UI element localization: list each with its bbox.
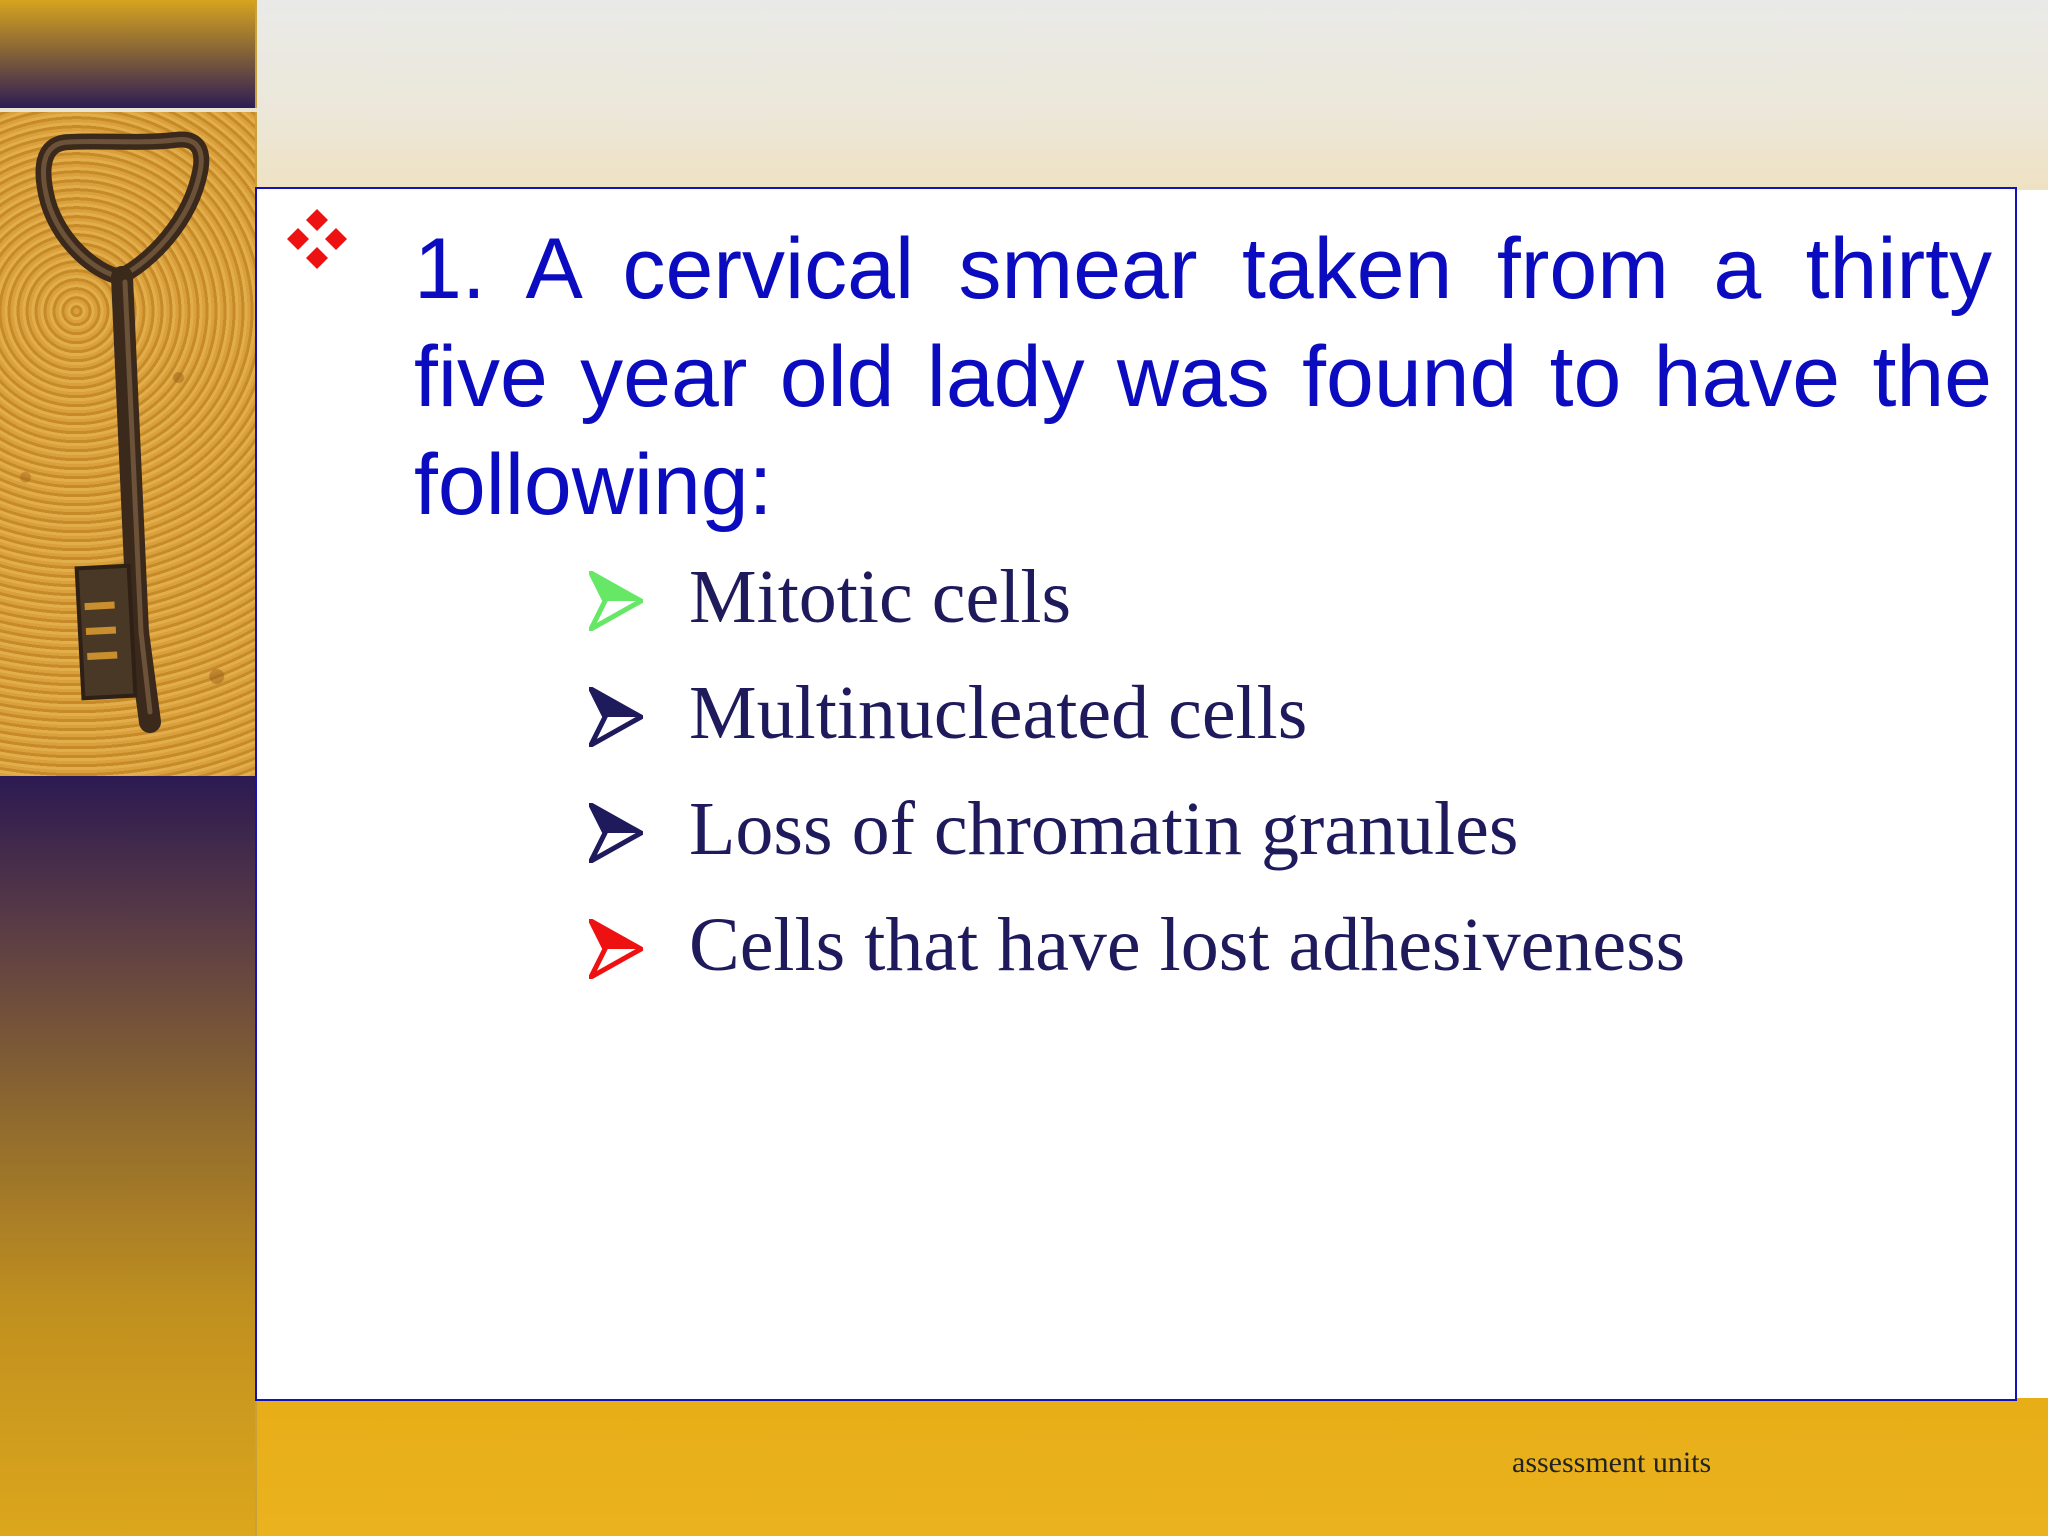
arrowhead-bullet-icon [589, 687, 643, 747]
arrowhead-bullet-icon [589, 919, 643, 979]
left-gradient-block-top [0, 0, 257, 108]
left-gradient-block-bottom [0, 776, 257, 1536]
list-item [589, 897, 1889, 1013]
old-key-icon [0, 112, 255, 776]
list-item [589, 781, 1889, 897]
top-background-band [0, 0, 2048, 190]
list-item-label: Cells that have lost adhesiveness [689, 903, 1686, 987]
list-item-label: Loss of chromatin granules [689, 787, 1519, 871]
key-photo [0, 112, 257, 776]
question-text: 1. A cervical smear taken from a thirty five year old lady was found to have the following: [414, 221, 1992, 533]
arrowhead-bullet-icon [589, 571, 643, 631]
four-diamond-bullet-icon [287, 209, 347, 269]
arrowhead-bullet-icon [589, 803, 643, 863]
list-item [589, 549, 1889, 665]
list-item [589, 665, 1889, 781]
footer-label: assessment units [1512, 1446, 1712, 1479]
list-item-label: Mitotic cells [689, 555, 1072, 639]
findings-list [589, 549, 1889, 1013]
list-item-label: Multinucleated cells [689, 671, 1308, 755]
slide-content-box [255, 187, 2017, 1401]
